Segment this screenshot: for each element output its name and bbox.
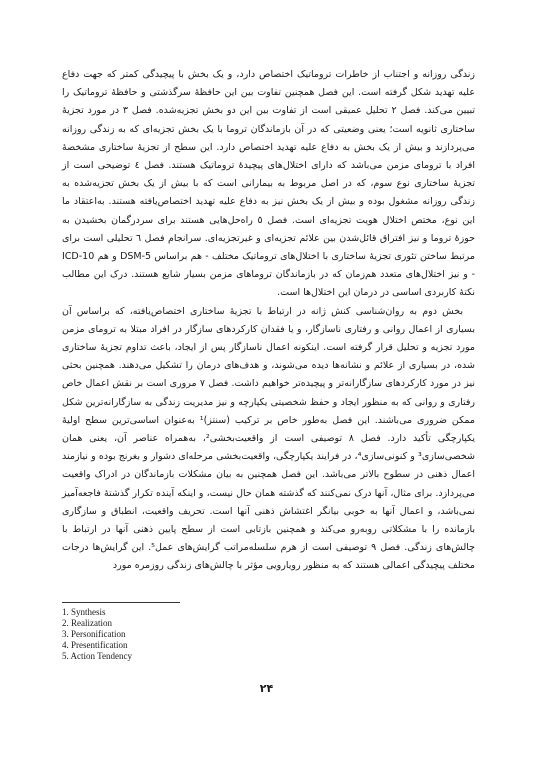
footnote-item: 5. Action Tendency xyxy=(62,651,132,661)
footnote-item: 2. Realization xyxy=(62,618,112,628)
page-number: ۲۴ xyxy=(259,682,274,695)
body-text xyxy=(62,66,475,576)
paragraph-2: بخش دوم به روان‌شناسی کنش ژانه در ارتباط با تجزیهٔ ساختاری اختصاص‌یافته، که براساس آن بسیاری از اعمال روانی و رفتاری ناسازگار، و یا فقدان کارکردهای سازگار در افراد مبتلا به ترومای مزمن مورد تجزیه و تحلیل قرار گرفته است. اینکونه اعمال ناسازگار پس از ایجاد، باعث تداوم تجزیهٔ ساختاری شده، در بسیاری از علائم و نشانه‌ها دیده می‌شوند، و هدف‌های درمان را تشکیل می‌دهند. همچنین بحثی نیز در مورد کارکردهای سازگارانه‌تر و پیچیده‌تر خواهیم داشت. فصل ۷ مروری است بر نقش اعمال خاص رفتاری و روانی که به منظور ایجاد و حفظ شخصیتی یکپارچه و نیز مدیریت زندگی به سازگارانه‌ترین شکل ممکن ضروری می‌باشند. این فصل به‌طور خاص بر ترکیب (سنتز)¹ به‌عنوان اساسی‌ترین سطح اولیهٔ یکپارچگی تأکید دارد. فصل ۸ توصیفی است از واقعیت‌بخشی²، به‌همراه عناصر آن، یعنی همان شخصی‌سازی³ و کنونی‌سازی⁴، در فرایند یکپارچگی، واقعیت‌بخشی مرحله‌ای دشوار و بغرنج بوده و نیازمند اعمال ذهنی در سطوح بالاتر می‌باشد. این فصل همچنین به بیان مشکلات بازماندگان در ادراک واقعیت می‌پردازد. برای مثال، آنها درک نمی‌کنند که گذشته همان حال نیست، و اینکه آینده تکرار گذشتهٔ فاجعه‌آمیز نمی‌باشد، و اعمال آنها به خوبی بیانگر اغتشاش ذهنی آنها است. تحریف واقعیت، انطباق و سازگاری بازمانده را با مشکلاتی روبه‌رو می‌کند و همچنین بازتابی است از سطح پایین ذهنی آنها در ارتباط با چالش‌های زندگی. فصل ۹ توصیفی است از هرم سلسله‌مراتب گرایش‌های عمل⁵. این گرایش‌ها درجات مختلف پیچیدگی اعمالی هستند که به منظور رویارویی مؤثر با چالش‌های زندگی روزمره مورد xyxy=(62,305,475,572)
footnote-list xyxy=(62,607,475,662)
footnote-item: 3. Personification xyxy=(62,629,126,639)
footnote-item: 4. Presentification xyxy=(62,640,128,650)
paragraph-1: زندگی روزانه و اجتناب از خاطرات تروماتیک اختصاص دارد، و یک بخش با پیچیدگی کمتر که جهت دفاع علیه تهدید شکل گرفته است. این فصل همچنین تفاوت بین این حافظهٔ سرگذشتی و حافظهٔ تروماتیک را تبیین می‌کند. فصل ۲ تحلیل عمیقی است از تفاوت بین این دو بخش تجزیه‌شده. فصل ۳ در مورد تجزیهٔ ساختاری ثانویه است؛ یعنی وضعیتی که در آن بازماندگان تروما با یک بخش تجزیه‌ای که به زندگی روزانه می‌پردازند و بیش از یک بخش به دفاع علیه تهدید اختصاص دارد. این سطح از تجزیهٔ ساختاری مشخصهٔ افراد با ترومای مزمن می‌باشد که دارای اختلال‌های پیچیدهٔ تروماتیک هستند. فصل ٤ توضیحی است از تجزیهٔ ساختاری نوع سوم، که در اصل مربوط به بیمارانی است که با بیش از یک بخش تجزیه‌شده به زندگی روزانه مشغول بوده و بیش از یک بخش نیز به دفاع علیه تهدید اختصاص‌یافته هستند. به‌اعتقاد ما این نوع، مختص اختلال هویت تجزیه‌ای است. فصل ٥ راه‌حل‌هایی هستند برای سردرگمان بخشیدن به حوزهٔ تروما و نیز افتراق قائل‌شدن بین علائم تجزیه‌ای و غیرتجزیه‌ای. سرانجام فصل ٦ تحلیلی است برای مرتبط ساختن تئوری تجزیهٔ ساختاری با اختلال‌های تروماتیک مختلف - هم براساس DSM-5 و هم ICD-10 - و نیز اختلال‌های متعدد هم‌زمان که در بازماندگان تروماهای مزمن بسیار شایع هستند. درک این مطالب نکتهٔ کاربردی اساسی در درمان این اختلال‌ها است. xyxy=(62,69,475,299)
footnote-divider xyxy=(62,602,180,603)
footnotes xyxy=(62,602,475,662)
footnote-item: 1. Synthesis xyxy=(62,607,106,617)
